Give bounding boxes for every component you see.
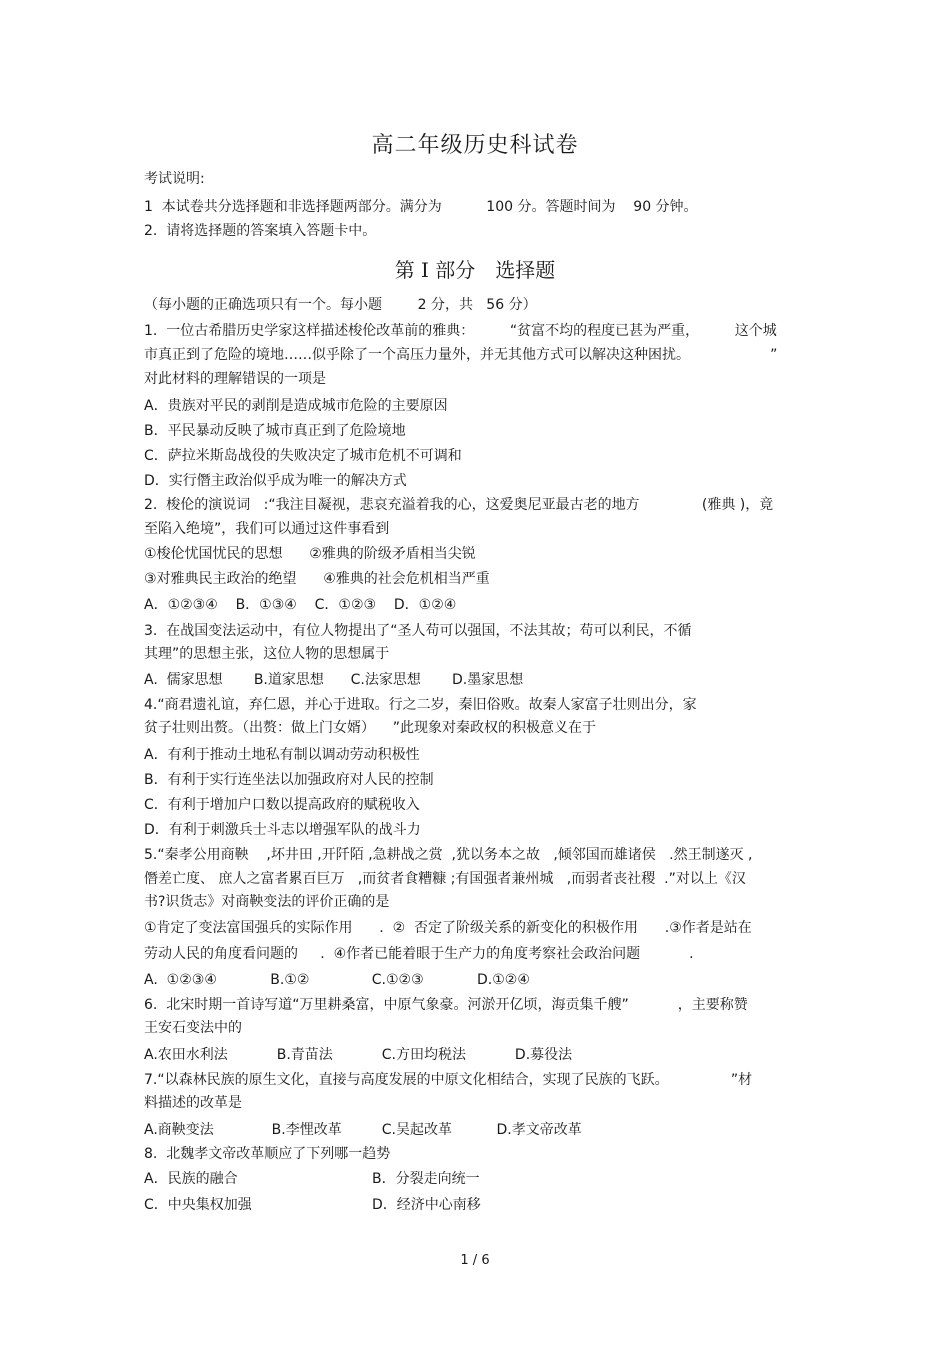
q4-stem-line-1: 4.“商君遗礼谊，弃仁恩，并心于进取。行之二岁，秦旧俗败。故秦人家富子壮则出分，家: [144, 697, 697, 713]
q1-stem-line-2: 市真正到了危险的境地……似乎除了一个高压力量外，并无其他方式可以解决这种困扰。 ”: [144, 347, 778, 363]
q7-stem-line-1: 7.“以森林民族的原生文化，直接与高度发展的中原文化相结合，实现了民族的飞跃。 ”材: [144, 1072, 753, 1088]
q2-statements-2: ③对雅典民主政治的绝望 ④雅典的社会危机相当严重: [144, 571, 490, 587]
instruction-item-1: 1 本试卷共分选择题和非选择题两部分。满分为 100 分。答题时间为 90 分钟。: [144, 199, 698, 215]
q2-stem-line-1: 2. 梭伦的演说词 :“我注目凝视，悲哀充溢着我的心，这爱奥尼亚最古老的地方 (雅典 )，竟: [144, 497, 774, 513]
section-part: 第 I 部分: [394, 258, 476, 282]
q1-option-a: A．贵族对平民的剥削是造成城市危险的主要原因: [144, 398, 448, 414]
q5-statements-1: ①肯定了变法富国强兵的实际作用 . ② 否定了阶级关系的新变化的积极作用 .③作者是站在: [144, 920, 752, 936]
q7-stem-line-2: 料描述的改革是: [144, 1095, 242, 1111]
q1-stem-line-1: 1. 一位古希腊历史学家这样描述梭伦改革前的雅典： “贫富不均的程度已甚为严重， 这个城: [144, 323, 777, 339]
q1-option-b: B．平民暴动反映了城市真正到了危险境地: [144, 423, 406, 439]
q4-option-b: B．有利于实行连坐法以加强政府对人民的控制: [144, 772, 434, 788]
exam-title: 高二年级历史科试卷: [371, 133, 579, 158]
q5-options: A. ①②③④ B.①② C.①②③ D.①②④: [144, 972, 530, 988]
q1-stem-line-3: 对此材料的理解错误的一项是: [144, 371, 326, 387]
q3-stem-line-2: 其理”的思想主张，这位人物的思想属于: [144, 646, 390, 662]
q4-option-d: D．有利于刺激兵士斗志以增强军队的战斗力: [144, 822, 421, 838]
q4-option-a: A．有利于推动土地私有制以调动劳动积极性: [144, 747, 420, 763]
q5-stem-line-3: 书?识货志》对商鞅变法的评价正确的是: [144, 894, 390, 910]
q6-stem-line-1: 6. 北宋时期一首诗写道“万里耕桑富，中原气象豪。河淤开亿顷，海贡集千艘” ，主要称赞: [144, 997, 748, 1013]
q7-options: A.商鞅变法 B.李悝改革 C.吴起改革 D.孝文帝改革: [144, 1122, 582, 1138]
q5-statements-2: 劳动人民的角度看问题的 . ④作者已能着眼于生产力的角度考察社会政治问题 .: [144, 946, 694, 962]
q2-options: A．①②③④ B．①③④ C．①②③ D．①②④: [144, 597, 457, 613]
q3-options: A. 儒家思想 B.道家思想 C.法家思想 D.墨家思想: [144, 672, 524, 688]
q3-stem-line-1: 3. 在战国变法运动中，有位人物提出了“圣人苟可以强国，不法其故；苟可以利民，不循: [144, 623, 692, 639]
q8-option-d: D．经济中心南移: [372, 1197, 481, 1213]
q6-stem-line-2: 王安石变法中的: [144, 1020, 242, 1036]
instruction-item-2: 2. 请将选择题的答案填入答题卡中。: [144, 223, 377, 239]
section-name: 选择题: [495, 258, 556, 282]
q2-statements-1: ①梭伦忧国忧民的思想 ②雅典的阶级矛盾相当尖锐: [144, 546, 476, 562]
q2-stem-line-2: 至陷入绝境”，我们可以通过这件事看到: [144, 521, 390, 537]
q1-option-d: D．实行僭主政治似乎成为唯一的解决方式: [144, 473, 407, 489]
instructions-heading: 考试说明:: [144, 171, 205, 187]
q5-stem-line-1: 5.“秦孝公用商鞅 ,坏井田 ,开阡陌 ,急耕战之赏 ,犹以务本之故 ,倾邻国而雄诸侯 .然王制遂灭 ,: [144, 847, 753, 863]
q8-option-a: A．民族的融合: [144, 1171, 238, 1187]
section-heading: [0, 254, 950, 283]
q1-option-c: C．萨拉米斯岛战役的失败决定了城市危机不可调和: [144, 448, 462, 464]
page-number: 1 / 6: [460, 1253, 490, 1268]
q6-options: A.农田水利法 B.青苗法 C.方田均税法 D.募役法: [144, 1047, 573, 1063]
q8-option-c: C．中央集权加强: [144, 1197, 252, 1213]
q8-option-b: B．分裂走向统一: [372, 1171, 480, 1187]
section-note: （每小题的正确选项只有一个。每小题 2 分，共 56 分）: [144, 297, 537, 313]
q4-option-c: C．有利于增加户口数以提高政府的赋税收入: [144, 797, 420, 813]
q4-stem-line-2: 贫子壮则出赘。（出赘：做上门女婿） ”此现象对秦政权的积极意义在于: [144, 720, 597, 736]
q8-stem: 8. 北魏孝文帝改革顺应了下列哪一趋势: [144, 1146, 391, 1162]
q5-stem-line-2: 僭差亡度、 庶人之富者累百巨万 ,而贫者食糟糠 ;有国强者兼州城 ,而弱者丧社稷 .”对以上《汉: [144, 871, 746, 887]
